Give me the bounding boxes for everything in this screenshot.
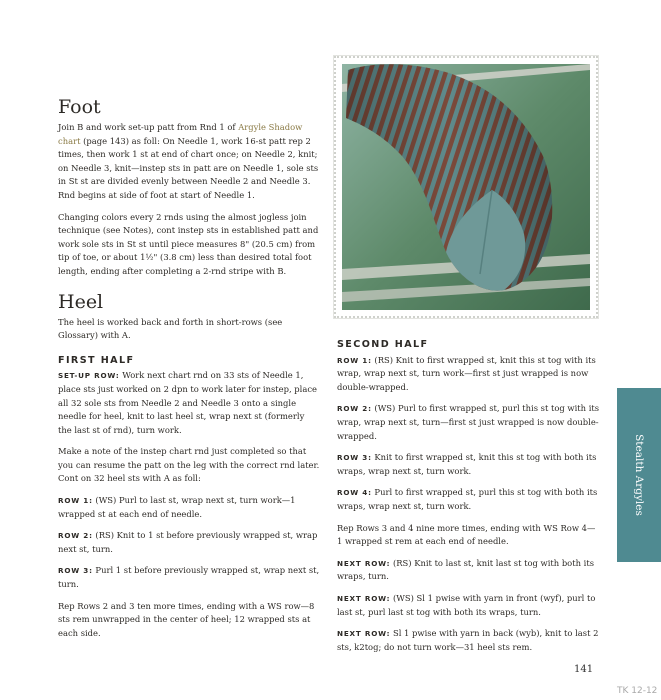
row-label: NEXT ROW:: [337, 558, 391, 568]
first-half-heading: FIRST HALF: [58, 354, 135, 366]
right-column: [337, 338, 600, 662]
row-text: Purl to first wrapped st, purl this st tog with both its wraps, wrap next st, turn work.: [337, 487, 598, 511]
chapter-side-tab: [617, 388, 661, 562]
watermark: TK 12-12: [617, 686, 658, 696]
foot-heading: Foot: [58, 96, 101, 118]
row-text: Knit to first wrapped st, knit this st tog with both its wraps, wrap next st, turn work.: [337, 452, 597, 476]
photo-frame: [334, 56, 598, 318]
second-half-row-2: [337, 402, 600, 443]
next-row-3: [337, 627, 600, 654]
second-half-row-4: [337, 486, 600, 513]
next-row-2: [337, 592, 600, 619]
foot-p1-text-b: (page 143) as foll: On Needle 1, work 16-st patt rep 2 times, then work 1 st at end of chart once; on Needle 2, knit; on Needle 3, knit—instep sts in patt are on Needle 1, sole sts in St st are divided evenly between Needle 2 and Needle 3. Rnd begins at side of foot at start of Needle 1.: [58, 135, 319, 200]
foot-paragraph-2: Changing colors every 2 rnds using the almost jogless join technique (see Notes), cont instep sts in established patt and work sole sts in St st until piece measures 8" (20.5 cm) from tip of toe, or about 1½" (3.8 cm) less than desired total foot length, ending after completing a 2-rnd stripe with B.: [58, 211, 319, 276]
chapter-title: Stealth Argyles: [633, 434, 645, 516]
row-label: ROW 1:: [58, 496, 93, 506]
note-paragraph: Make a note of the instep chart rnd just completed so that you can resume the patt on the leg with the correct rnd later. Cont on 32 heel sts with A as foll:: [58, 446, 320, 484]
row-label: ROW 4:: [337, 488, 372, 498]
first-half-row-3: [58, 564, 320, 591]
next-row-1: [337, 557, 600, 584]
row-label: ROW 2:: [337, 404, 372, 414]
row-text: (RS) Knit to last st, knit last st tog with both its wraps, turn.: [337, 557, 594, 582]
row-label: ROW 3:: [337, 453, 372, 463]
row-text: Purl 1 st before previously wrapped st, wrap next st, turn.: [58, 565, 320, 590]
second-half-heading: SECOND HALF: [337, 339, 429, 350]
heel-heading: Heel: [58, 290, 104, 313]
row-label: ROW 1:: [337, 355, 372, 365]
left-column: [58, 96, 320, 648]
row-text: (RS) Knit to 1 st before previously wrapped st, wrap next st, turn.: [58, 530, 318, 554]
first-half-row-1: [58, 494, 320, 521]
foot-p1-text-a: Join B and work set-up patt from Rnd 1 of: [58, 122, 239, 132]
row-label: NEXT ROW:: [337, 593, 391, 603]
setup-row-instruction: [58, 369, 320, 437]
heel-paragraph: The heel is worked back and forth in short-rows (see Glossary) with A.: [58, 316, 283, 341]
row-text: (WS) Purl to first wrapped st, purl this st tog with its wrap, wrap next st, turn—first st just wrapped is now double-wrapped.: [337, 403, 600, 441]
row-label: ROW 2:: [58, 531, 93, 541]
first-half-repeat-paragraph: Rep Rows 2 and 3 ten more times, ending with a WS row—8 sts rem unwrapped in the center of heel; 12 wrapped sts at each side.: [58, 600, 315, 638]
setup-row-label: SET-UP ROW:: [58, 371, 120, 381]
page-number: 141: [574, 664, 594, 675]
first-half-row-2: [58, 529, 320, 556]
second-half-repeat-paragraph: Rep Rows 3 and 4 nine more times, ending with WS Row 4—1 wrapped st rem at each end of needle.: [337, 522, 596, 547]
row-text: (WS) Purl to last st, wrap next st, turn work—1 wrapped st at each end of needle.: [58, 495, 296, 519]
sock-photo: [342, 64, 590, 310]
setup-row-text: Work next chart rnd on 33 sts of Needle 1, place sts just worked on 2 dpn to work later for instep, place all 32 sole sts from Needle 2 and Needle 3 onto a single needle for heel, knit to last heel st, wrap next st (formerly the last st of rnd), turn work.: [58, 370, 317, 435]
row-label: ROW 3:: [58, 566, 93, 576]
row-label: NEXT ROW:: [337, 629, 391, 639]
row-text: (RS) Knit to first wrapped st, knit this st tog with its wrap, wrap next st, turn work—first st just wrapped is now double-wrapped.: [337, 354, 596, 392]
argyle-chart-link[interactable]: Argyle Shadow chart: [58, 122, 303, 146]
row-text: (WS) Sl 1 pwise with yarn in front (wyf), purl to last st, purl last st tog with both its wraps, turn.: [337, 592, 596, 617]
second-half-row-3: [337, 451, 600, 478]
second-half-row-1: [337, 354, 600, 395]
foot-paragraph-1: [58, 121, 320, 203]
row-text: Sl 1 pwise with yarn in back (wyb), knit to last 2 sts, k2tog; do not turn work—31 heel sts rem.: [337, 628, 599, 652]
